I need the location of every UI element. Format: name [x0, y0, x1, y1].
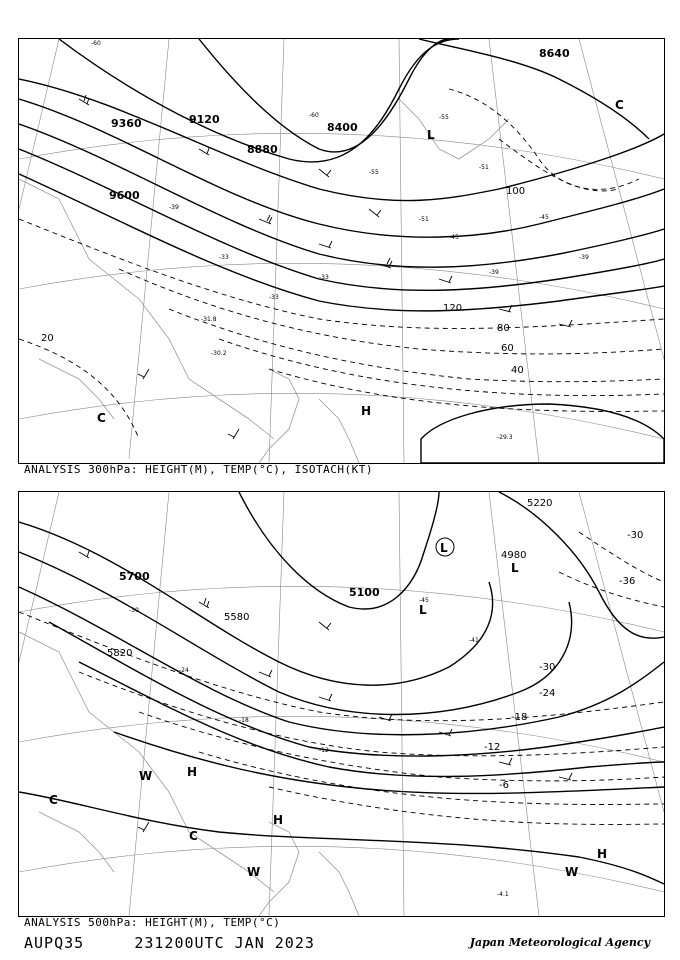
temp-label-29-3: -29.3	[497, 434, 513, 441]
height-label-5700: 5700	[119, 570, 150, 583]
isotherm-contours	[19, 532, 664, 824]
svg-text:-33: -33	[269, 294, 279, 301]
map-500hpa-svg	[19, 492, 664, 916]
svg-text:-45: -45	[419, 597, 429, 604]
height-label-9120: 9120	[189, 113, 220, 126]
height-contours	[19, 39, 664, 463]
temp-label-60: -60	[91, 40, 101, 47]
temp-label-31-8: -31.8	[201, 316, 217, 323]
height-label-8400: 8400	[327, 121, 358, 134]
temp-label-55: -55	[369, 169, 379, 176]
low-pressure-symbol: L	[419, 603, 427, 617]
agency-name: Japan Meteorological Agency	[469, 936, 650, 949]
low-pressure-symbol: L	[427, 128, 435, 142]
svg-text:-24: -24	[179, 667, 189, 674]
high-pressure-symbol-2: H	[273, 813, 284, 827]
svg-text:-60: -60	[309, 112, 319, 119]
height-label-8640: 8640	[539, 47, 570, 60]
isotach-label-40: 40	[511, 365, 524, 376]
temp-label-30-2: -30.2	[211, 350, 227, 357]
temp-label-39: -39	[489, 269, 499, 276]
map-300hpa	[18, 38, 665, 464]
high-pressure-symbol-3: H	[597, 847, 608, 861]
height-label-9360: 9360	[111, 117, 142, 130]
temp-label-12: -12	[484, 742, 501, 753]
warm-center-symbol: W	[139, 769, 153, 783]
low-pressure-symbol-2: L	[511, 561, 519, 575]
temp-label-30: -30	[539, 662, 556, 673]
svg-text:-12: -12	[319, 747, 329, 754]
isotach-label-60: 60	[501, 343, 514, 354]
temp-label-36: -36	[619, 576, 636, 587]
map-300hpa-svg	[19, 39, 664, 463]
height-label-5820: 5820	[107, 648, 133, 659]
cold-center-symbol: C	[97, 411, 106, 425]
temp-label-51: -51	[419, 216, 429, 223]
height-label-5220: 5220	[527, 498, 553, 509]
isotach-label-80: 80	[497, 323, 510, 334]
low-pressure-symbol-3: L	[440, 541, 448, 555]
isotach-label-20: 20	[41, 333, 54, 344]
high-pressure-symbol: H	[187, 765, 198, 779]
svg-text:-51: -51	[479, 164, 489, 171]
isotach-label-100: 100	[506, 186, 526, 197]
temp-label-30-ne: -30	[627, 530, 644, 541]
height-label-5580: 5580	[224, 612, 250, 623]
temp-label-24: -24	[539, 688, 556, 699]
svg-text:-45: -45	[539, 214, 549, 221]
height-label-4980: 4980	[501, 550, 527, 561]
warm-center-symbol-2: W	[565, 865, 579, 879]
station-plots	[129, 597, 479, 754]
temp-label-33: -33	[319, 274, 329, 281]
chart-identifier	[24, 934, 315, 952]
isotach-label-120: 120	[443, 303, 463, 314]
svg-text:-41: -41	[469, 637, 479, 644]
cold-center-symbol-2: C	[615, 98, 624, 112]
height-contours	[19, 492, 664, 884]
station-plots	[169, 112, 589, 301]
svg-text:-33: -33	[219, 254, 229, 261]
temp-label-18: -18	[511, 712, 528, 723]
temp-label-6: -6	[499, 780, 509, 791]
graticule	[19, 492, 664, 916]
temp-label-4-1: -4.1	[497, 891, 509, 898]
warm-center-symbol-3: W	[247, 865, 261, 879]
cold-center-symbol: C	[189, 829, 198, 843]
caption-500hpa: ANALYSIS 500hPa: HEIGHT(M), TEMP(°C)	[24, 916, 281, 929]
valid-time: 231200UTC JAN 2023	[134, 934, 315, 952]
graticule	[19, 39, 664, 463]
chart-id: AUPQ35	[24, 934, 85, 952]
svg-text:-18: -18	[239, 717, 249, 724]
svg-text:-39: -39	[579, 254, 589, 261]
caption-300hpa: ANALYSIS 300hPa: HEIGHT(M), TEMP(°C), ISOTACH(KT)	[24, 463, 374, 476]
height-label-8880: 8880	[247, 143, 278, 156]
cold-center-symbol-2: C	[49, 793, 58, 807]
temp-label-45: -45	[449, 234, 459, 241]
svg-text:-30: -30	[129, 607, 139, 614]
wind-barbs	[79, 95, 572, 439]
high-pressure-symbol: H	[361, 404, 372, 418]
height-label-5100: 5100	[349, 586, 380, 599]
map-500hpa	[18, 491, 665, 917]
height-label-9600: 9600	[109, 189, 140, 202]
svg-text:-39: -39	[169, 204, 179, 211]
svg-text:-55: -55	[439, 114, 449, 121]
